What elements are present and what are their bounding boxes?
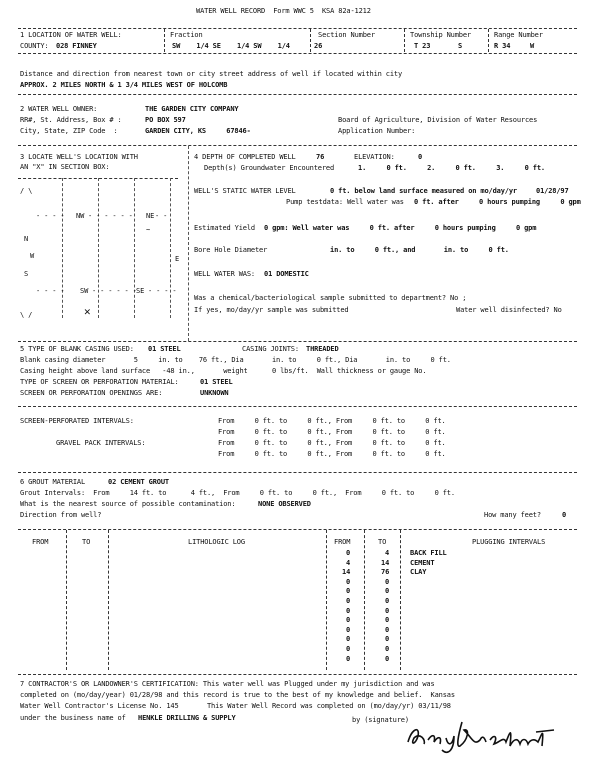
log-header-from: FROM (32, 538, 49, 546)
log-row-description: BACK FILL (410, 549, 447, 557)
screen-material-value: 01 STEEL (200, 378, 233, 386)
locate-label-2: AN "X" IN SECTION BOX: (20, 163, 110, 171)
log-row-to: 0 (385, 616, 390, 624)
form-title: WATER WELL RECORD Form WWC 5 KSA 82a-1212 (196, 7, 371, 15)
casing-height-line: Casing height above land surface -48 in., weight 0 lbs/ft. Wall thickness or gauge No. (20, 367, 427, 375)
log-row-from: 0 (346, 616, 351, 624)
casing-type-value: 01 STEEL (148, 345, 181, 353)
business-name-label: under the business name of (20, 714, 126, 722)
divider (18, 529, 577, 530)
log-row-from: 4 (346, 559, 351, 567)
divider (188, 146, 189, 341)
log-row-from: 0 (346, 655, 351, 663)
log-row-description: CEMENT (410, 559, 435, 567)
log-row-from: 0 (346, 607, 351, 615)
log-row-to: 0 (385, 645, 390, 653)
township-label: Township Number (410, 31, 471, 39)
range-label: Range Number (494, 31, 543, 39)
signature-label: by (signature) (352, 716, 409, 724)
water-use-label: WELL WATER WAS: (194, 270, 255, 278)
business-name-value: HENKLE DRILLING & SUPPLY (138, 714, 236, 722)
depth-value: 76 (316, 153, 325, 161)
pump-testdata-value: 0 ft. after 0 hours pumping 0 gpm (414, 198, 581, 206)
range-direction: W (530, 42, 535, 50)
log-row-to: 14 (381, 559, 390, 567)
divider (488, 29, 489, 52)
divider (326, 530, 327, 670)
signature-image (402, 716, 562, 754)
divider (66, 530, 67, 670)
bore-hole-value: in. to 0 ft., and in. to 0 ft. (330, 246, 509, 254)
certification-line-2: completed on (mo/day/year) 01/28/98 and this record is true to the best of my knowledge and belief. Kansas (20, 691, 455, 699)
screen-intervals-label: SCREEN-PERFORATED INTERVALS: (20, 417, 134, 425)
fraction-label: Fraction (170, 31, 203, 39)
log-header-to: TO (82, 538, 91, 546)
gravel-interval-row-1: From 0 ft. to 0 ft., From 0 ft. to 0 ft. (218, 439, 446, 447)
sample-date-label: If yes, mo/day/yr sample was submitted (194, 306, 349, 314)
grout-intervals: Grout Intervals: From 14 ft. to 4 ft., From 0 ft. to 0 ft., From 0 ft. to 0 ft. (20, 489, 455, 497)
n-label: N (24, 235, 29, 243)
divider (108, 530, 109, 670)
grout-material-value: 02 CEMENT GROUT (108, 478, 169, 486)
se-label: SE (136, 287, 145, 295)
casing-joints-value: THREADED (306, 345, 339, 353)
static-level-date: 01/28/97 (536, 187, 569, 195)
divider (134, 178, 135, 318)
log-row-to: 0 (385, 578, 390, 586)
divider (62, 178, 63, 318)
screen-material-label: TYPE OF SCREEN OR PERFORATION MATERIAL: (20, 378, 179, 386)
water-use-value: 01 DOMESTIC (264, 270, 309, 278)
distance-value: APPROX. 2 MILES NORTH & 1 3/4 MILES WEST OF HOLCOMB (20, 81, 228, 89)
log-row-from: 0 (346, 597, 351, 605)
city-label: City, State, ZIP Code : (20, 127, 118, 135)
log-row-from: 0 (346, 578, 351, 586)
ne-label: NE (146, 212, 155, 220)
sw-label: SW (80, 287, 89, 295)
divider (18, 472, 577, 473)
owner-name: THE GARDEN CITY COMPANY (145, 105, 239, 113)
log-row-to: 0 (385, 626, 390, 634)
divider (170, 178, 171, 318)
how-many-feet-value: 0 (562, 511, 567, 519)
address-value: PO BOX 597 (145, 116, 186, 124)
openings-label: SCREEN OR PERFORATION OPENINGS ARE: (20, 389, 163, 397)
grout-material-label: 6 GROUT MATERIAL (20, 478, 86, 486)
log-header-to-2: TO (378, 538, 387, 546)
fraction-value: SW 1/4 SE 1/4 SW 1/4 (172, 42, 290, 50)
log-row-to: 76 (381, 568, 390, 576)
openings-value: UNKNOWN (200, 389, 229, 397)
log-row-to: 0 (385, 655, 390, 663)
log-header-lithologic: LITHOLOGIC LOG (188, 538, 245, 546)
divider (18, 145, 577, 146)
log-row-from: 0 (346, 587, 351, 595)
s-label: S (24, 270, 29, 278)
divider (364, 530, 365, 670)
static-level-label: WELL'S STATIC WATER LEVEL (194, 187, 296, 195)
divider (400, 530, 401, 670)
divider (310, 29, 311, 52)
divider (164, 29, 165, 52)
contamination-label: What is the nearest source of possible contamination: (20, 500, 236, 508)
log-row-from: 0 (346, 635, 351, 643)
w-label: W (30, 252, 35, 260)
screen-interval-row-2: From 0 ft. to 0 ft., From 0 ft. to 0 ft. (218, 428, 446, 436)
divider (18, 674, 577, 675)
static-level-value: 0 ft. below land surface measured on mo/day/yr (330, 187, 517, 195)
log-row-from: 0 (346, 549, 351, 557)
log-row-to: 0 (385, 587, 390, 595)
certification-line-3: Water Well Contractor's License No. 145 This Water Well Record was completed on (mo/day/yr) 03/11/98 (20, 702, 451, 710)
how-many-feet-label: How many feet? (484, 511, 541, 519)
township-direction: S (458, 42, 463, 50)
gravel-intervals-label: GRAVEL PACK INTERVALS: (56, 439, 146, 447)
elevation-label: ELEVATION: (354, 153, 395, 161)
log-row-from: 14 (342, 568, 351, 576)
application-number-label: Application Number: (338, 127, 416, 135)
county-value: 028 FINNEY (56, 42, 97, 50)
log-row-description: CLAY (410, 568, 427, 576)
estimated-yield-label: Estimated Yield (194, 224, 255, 232)
log-row-from: 0 (346, 645, 351, 653)
log-row-to: 0 (385, 607, 390, 615)
county-label: COUNTY: (20, 42, 49, 50)
log-row-to: 0 (385, 597, 390, 605)
certification-line-1: 7 CONTRACTOR'S OR LANDOWNER'S CERTIFICATION: This water well was Plugged under my jurisdiction and was (20, 680, 435, 688)
divider (98, 178, 99, 318)
distance-label: Distance and direction from nearest town or city street address of well if located within city (20, 70, 403, 78)
divider (18, 406, 577, 407)
pump-testdata-label: Pump testdata: Well water was (286, 198, 404, 206)
screen-interval-row-1: From 0 ft. to 0 ft., From 0 ft. to 0 ft. (218, 417, 446, 425)
log-row-from: 0 (346, 626, 351, 634)
depth-label: 4 DEPTH OF COMPLETED WELL (194, 153, 296, 161)
groundwater-depths: 1. 0 ft. 2. 0 ft. 3. 0 ft. (358, 164, 545, 172)
nw-label: NW (76, 212, 85, 220)
township-value: T 23 (414, 42, 431, 50)
city-value: GARDEN CITY, KS 67846- (145, 127, 251, 135)
address-label: RR#, St. Address, Box # : (20, 116, 122, 124)
gravel-interval-row-2: From 0 ft. to 0 ft., From 0 ft. to 0 ft. (218, 450, 446, 458)
log-header-from-2: FROM (334, 538, 351, 546)
section-value: 26 (314, 42, 323, 50)
direction-label: Direction from well? (20, 511, 102, 519)
section-label: Section Number (318, 31, 375, 39)
divider (18, 53, 577, 54)
elevation-value: 0 (418, 153, 423, 161)
estimated-yield-value: 0 gpm: Well water was 0 ft. after 0 hours pumping 0 gpm (264, 224, 537, 232)
location-label: 1 LOCATION OF WATER WELL: (20, 31, 122, 39)
board-label: Board of Agriculture, Division of Water Resources (338, 116, 538, 124)
log-row-to: 0 (385, 635, 390, 643)
well-location-x-mark: ✕ (84, 305, 91, 318)
locate-label: 3 LOCATE WELL'S LOCATION WITH (20, 153, 138, 161)
casing-diameter-line: Blank casing diameter 5 in. to 76 ft., Dia in. to 0 ft., Dia in. to 0 ft. (20, 356, 451, 364)
owner-label: 2 WATER WELL OWNER: (20, 105, 98, 113)
divider (18, 341, 577, 342)
bore-hole-label: Bore Hole Diameter (194, 246, 268, 254)
range-value: R 34 (494, 42, 511, 50)
log-header-plugging: PLUGGING INTERVALS (472, 538, 546, 546)
e-label: E (175, 255, 180, 263)
casing-joints-label: CASING JOINTS: (242, 345, 299, 353)
disinfected-label: Water well disinfected? No (456, 306, 562, 314)
groundwater-label: Depth(s) Groundwater Encountered (204, 164, 335, 172)
casing-type-label: 5 TYPE OF BLANK CASING USED: (20, 345, 134, 353)
contamination-value: NONE OBSERVED (258, 500, 311, 508)
sample-question: Was a chemical/bacteriological sample submitted to department? No ; (194, 294, 467, 302)
divider (18, 94, 577, 95)
divider (18, 28, 577, 29)
log-row-to: 4 (385, 549, 390, 557)
divider (404, 29, 405, 52)
